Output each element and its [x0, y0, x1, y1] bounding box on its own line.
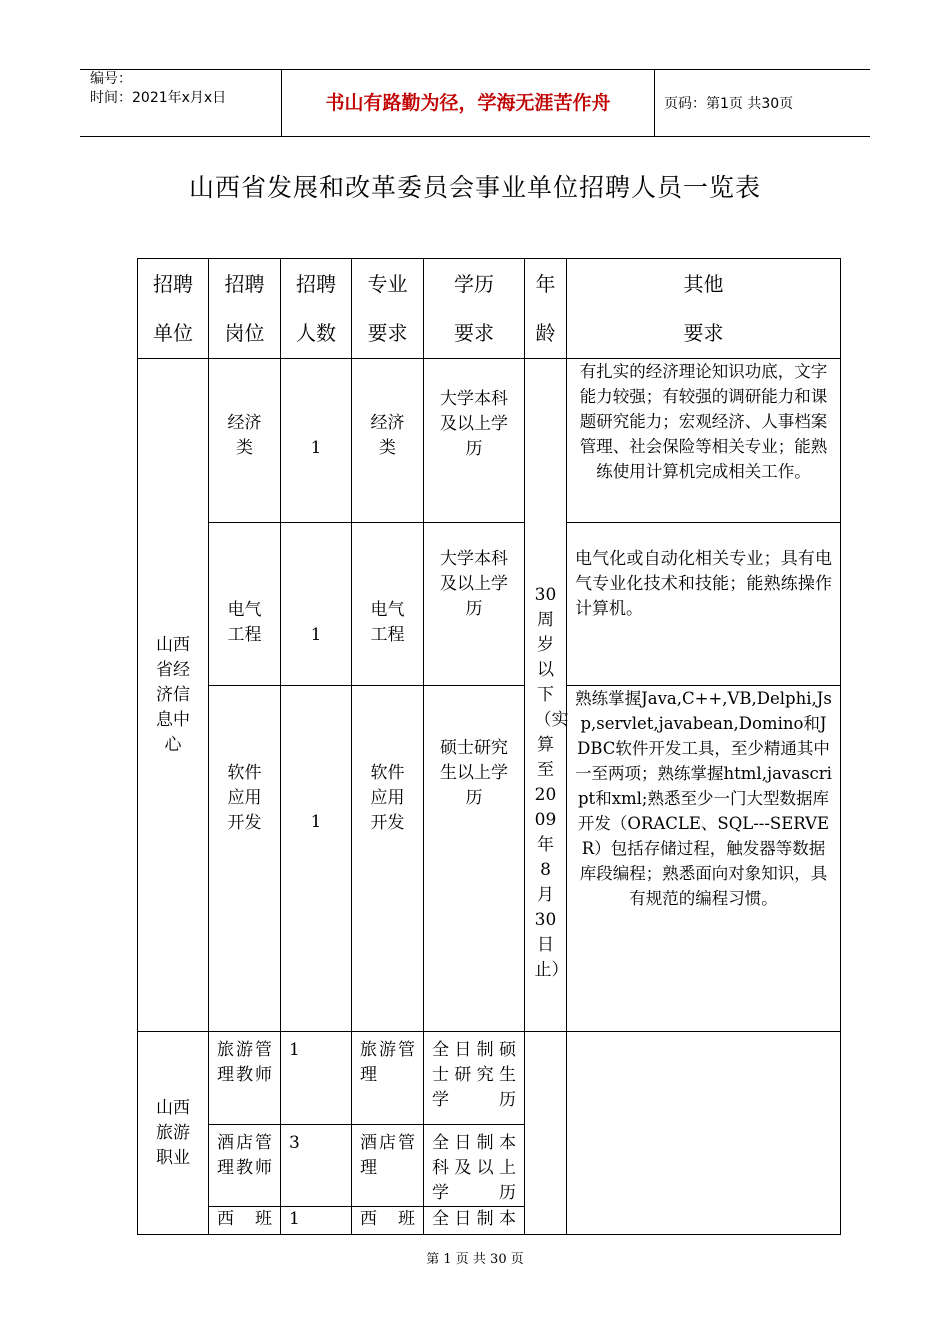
- table-row: [138, 359, 841, 523]
- major-cell: 旅游管理: [352, 1032, 424, 1125]
- header-cell: 招聘 单位: [138, 259, 209, 359]
- post-cell: 旅游管理教师: [209, 1032, 281, 1125]
- header-cell: 其他 要求: [567, 259, 841, 359]
- count-cell: 1: [281, 359, 352, 523]
- post-cell: 电气工程: [209, 523, 281, 686]
- table-row: [138, 686, 841, 1032]
- edu-cell: 全日制本: [424, 1207, 525, 1235]
- edu-cell: 大学本科及以上学历: [424, 523, 525, 686]
- header-divider: [654, 69, 655, 137]
- edu-cell: 全日制本科及以上学历: [424, 1125, 525, 1207]
- header-cell: 专业 要求: [352, 259, 424, 359]
- count-cell: 1: [281, 686, 352, 1032]
- count-cell: 1: [281, 523, 352, 686]
- other-cell: 熟练掌握Java,C++,VB,Delphi,Jsp,servlet,javabean,Domino和JDBC软件开发工具，至少精通其中一至两项；熟练掌握html,javascript和xml;熟悉至少一门大型数据库开发（ORACLE、SQL---SERVER）包括存储过程，触发器等数据库段编程；熟悉面向对象知识，具有规范的编程习惯。: [567, 686, 841, 1032]
- post-cell: 软件应用开发: [209, 686, 281, 1032]
- other-cell: 电气化或自动化相关专业；具有电气专业化技术和技能；能熟练操作计算机。: [567, 523, 841, 686]
- major-cell: 酒店管理: [352, 1125, 424, 1207]
- major-cell: 西班: [352, 1207, 424, 1235]
- major-cell: 软件应用开发: [352, 686, 424, 1032]
- count-cell: 1: [281, 1032, 352, 1125]
- major-cell: 经济类: [352, 359, 424, 523]
- table-header-row: [138, 259, 841, 359]
- table-row: [138, 1032, 841, 1125]
- post-cell: 西班: [209, 1207, 281, 1235]
- header-cell: 招聘 岗位: [209, 259, 281, 359]
- table-row: [138, 523, 841, 686]
- edu-cell: 全日制硕士研究生学历: [424, 1032, 525, 1125]
- unit-cell: 山西省经济信息中心: [138, 359, 209, 1032]
- page-label: 页码：第1页 共30页: [664, 96, 794, 112]
- unit-cell: 山西旅游职业: [138, 1032, 209, 1235]
- header-meta: [90, 70, 226, 108]
- edu-cell: 硕士研究生以上学历: [424, 686, 525, 1032]
- count-cell: 3: [281, 1125, 352, 1207]
- header-cell: 学历 要求: [424, 259, 525, 359]
- other-cell: [567, 1032, 841, 1235]
- header-cell: 年 龄: [525, 259, 567, 359]
- age-cell: 30周岁以下（实算至2009年8月30日止）: [525, 359, 567, 1032]
- major-cell: 电气工程: [352, 523, 424, 686]
- header-cell: 招聘 人数: [281, 259, 352, 359]
- edu-cell: 大学本科及以上学历: [424, 359, 525, 523]
- page-footer: 第 1 页 共 30 页: [426, 1252, 524, 1267]
- time-label: 时间：2021年x月x日: [90, 90, 227, 106]
- post-cell: 酒店管理教师: [209, 1125, 281, 1207]
- age-cell: [525, 1032, 567, 1235]
- post-cell: 经济类: [209, 359, 281, 523]
- header-bottom-rule: [80, 136, 870, 137]
- motto: 书山有路勤为径，学海无涯苦作舟: [325, 92, 611, 114]
- page-title: 山西省发展和改革委员会事业单位招聘人员一览表: [188, 173, 761, 202]
- other-cell: 有扎实的经济理论知识功底，文字能力较强；有较强的调研能力和课题研究能力；宏观经济、人事档案管理、社会保险等相关专业；能熟练使用计算机完成相关工作。: [567, 359, 841, 523]
- count-cell: 1: [281, 1207, 352, 1235]
- number-label: 编号：: [90, 71, 132, 87]
- recruitment-table: [137, 258, 841, 1235]
